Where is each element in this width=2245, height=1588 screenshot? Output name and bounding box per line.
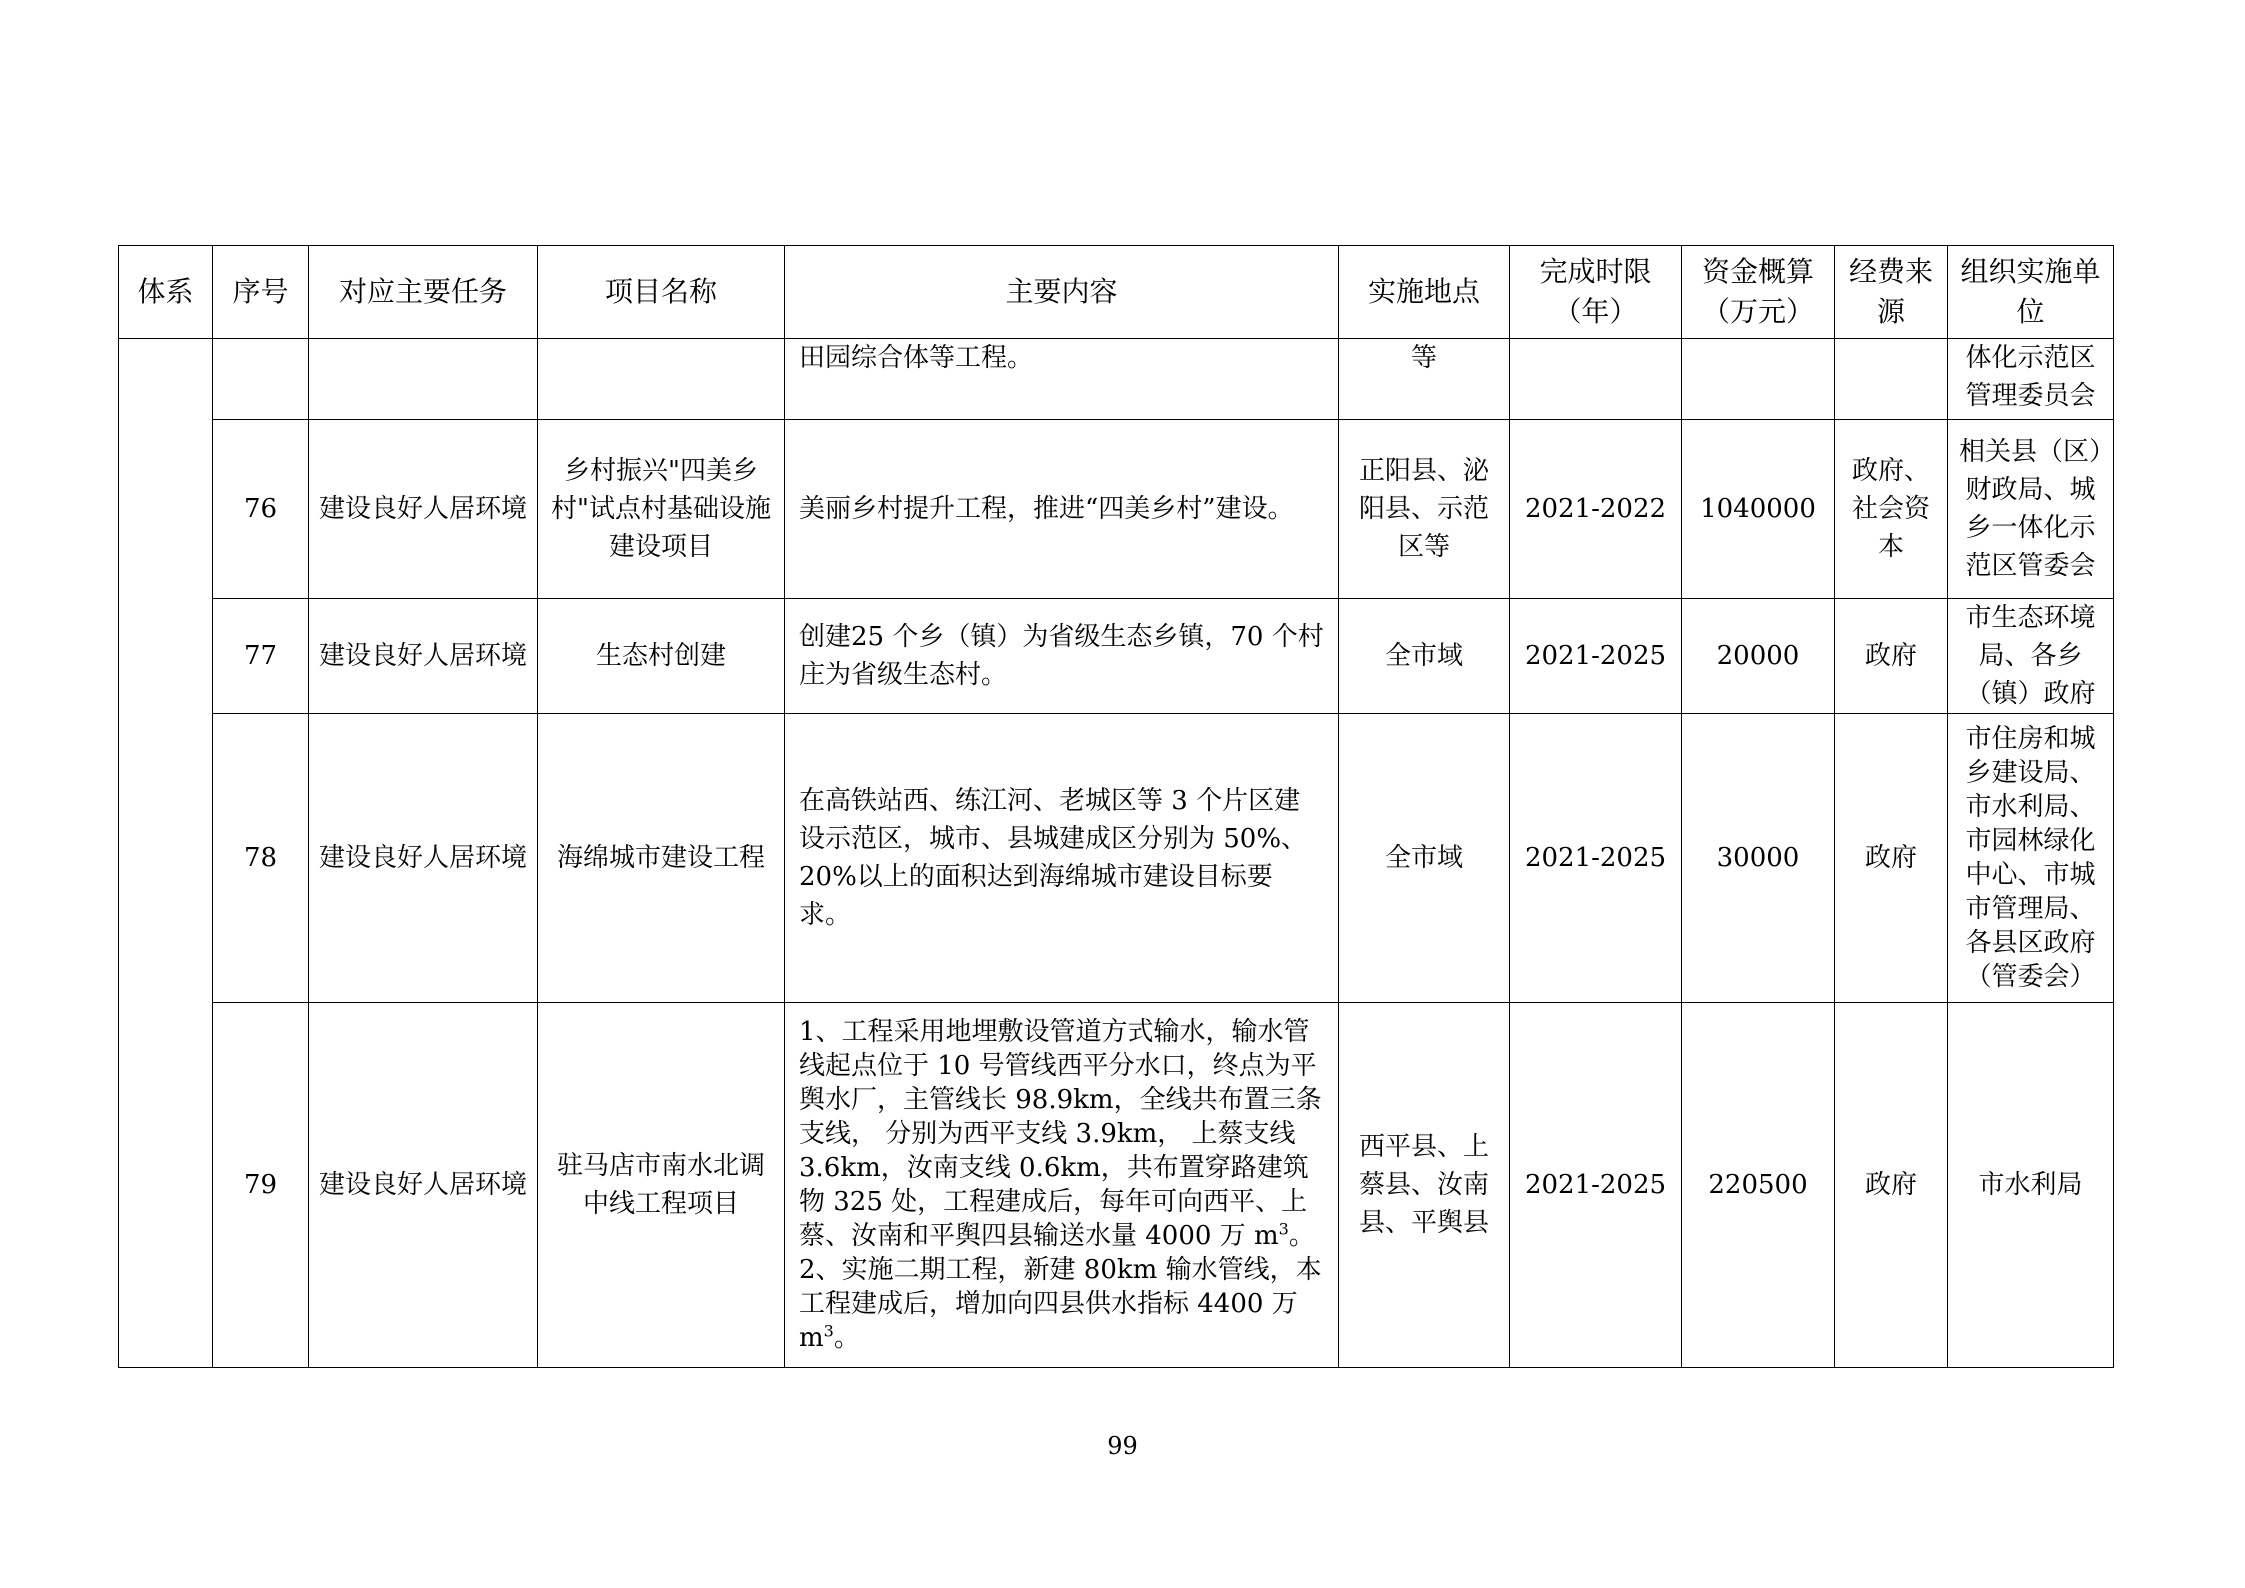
header-organizer: 组织实施单位 [1948,246,2114,339]
cell-number: 78 [213,714,309,1003]
cell-budget: 1040000 [1682,420,1835,599]
superscript-exponent: 3 [1278,1219,1289,1239]
cell-period [1510,339,1682,420]
header-project-name: 项目名称 [538,246,785,339]
cell-number [213,339,309,420]
cell-location: 等 [1339,339,1510,420]
cell-number: 77 [213,599,309,714]
cell-content: 田园综合体等工程。 [785,339,1339,420]
system-cell [119,339,213,1368]
cell-project-name [538,339,785,420]
cell-budget: 30000 [1682,714,1835,1003]
header-task: 对应主要任务 [309,246,538,339]
cell-period: 2021-2025 [1510,714,1682,1003]
cell-task: 建设良好人居环境 [309,599,538,714]
cell-source: 政府、社会资本 [1835,420,1948,599]
header-budget: 资金概算（万元） [1682,246,1835,339]
cell-project-name: 海绵城市建设工程 [538,714,785,1003]
header-number: 序号 [213,246,309,339]
content-text: 。 [833,1323,860,1353]
table-row-continued [119,339,2114,420]
cell-content: 创建25 个乡（镇）为省级生态乡镇，70 个村庄为省级生态村。 [785,599,1339,714]
content-text: 2、实施二期工程，新建 80km 输水管线，本工程建成后，增加向四县供水指标 4400 万 m [799,1255,1322,1353]
cell-number: 79 [213,1003,309,1368]
cell-task [309,339,538,420]
cell-period: 2021-2025 [1510,599,1682,714]
content-paragraph-1 [799,1015,1324,1253]
header-source: 经费来源 [1835,246,1948,339]
cell-source [1835,339,1948,420]
cell-organizer: 相关县（区）财政局、城乡一体化示范区管委会 [1948,420,2114,599]
cell-task: 建设良好人居环境 [309,714,538,1003]
header-system: 体系 [119,246,213,339]
table-row [119,420,2114,599]
cell-budget [1682,339,1835,420]
cell-location: 全市域 [1339,599,1510,714]
cell-task: 建设良好人居环境 [309,1003,538,1368]
cell-content: 美丽乡村提升工程，推进“四美乡村”建设。 [785,420,1339,599]
cell-location: 全市域 [1339,714,1510,1003]
cell-source: 政府 [1835,599,1948,714]
table-header-row [119,246,2114,339]
cell-location: 正阳县、泌阳县、示范区等 [1339,420,1510,599]
page-number: 99 [1107,1432,1138,1460]
cell-source: 政府 [1835,714,1948,1003]
cell-period: 2021-2022 [1510,420,1682,599]
cell-content [785,1003,1339,1368]
content-text: 。 [1288,1221,1315,1251]
table-row [119,1003,2114,1368]
cell-source: 政府 [1835,1003,1948,1368]
cell-organizer: 市住房和城乡建设局、市水利局、市园林绿化中心、市城市管理局、各县区政府（管委会） [1948,714,2114,1003]
cell-organizer: 市生态环境局、各乡（镇）政府 [1948,599,2114,714]
cell-project-name: 乡村振兴"四美乡村"试点村基础设施建设项目 [538,420,785,599]
cell-budget: 220500 [1682,1003,1835,1368]
content-paragraph-2 [799,1253,1324,1355]
cell-organizer: 体化示范区管理委员会 [1948,339,2114,420]
cell-period: 2021-2025 [1510,1003,1682,1368]
cell-project-name: 驻马店市南水北调中线工程项目 [538,1003,785,1368]
table-row [119,714,2114,1003]
cell-budget: 20000 [1682,599,1835,714]
project-table [118,245,2114,1368]
header-location: 实施地点 [1339,246,1510,339]
superscript-exponent: 3 [823,1321,834,1341]
cell-location: 西平县、上蔡县、汝南县、平舆县 [1339,1003,1510,1368]
cell-number: 76 [213,420,309,599]
table-row [119,599,2114,714]
cell-task: 建设良好人居环境 [309,420,538,599]
cell-content: 在高铁站西、练江河、老城区等 3 个片区建设示范区，城市、县城建成区分别为 50%、20%以上的面积达到海绵城市建设目标要求。 [785,714,1339,1003]
cell-organizer: 市水利局 [1948,1003,2114,1368]
content-text: 1、工程采用地埋敷设管道方式输水，输水管线起点位于 10 号管线西平分水口，终点为平舆水厂，主管线长 98.9km，全线共布置三条支线， 分别为西平支线 3.9km， 上蔡支线 3.6km，汝南支线 0.6km，共布置穿路建筑物 325 处，工程建成后，每年可向西平、上蔡、汝南和平舆四县输送水量 4000 万 m [799,1017,1322,1251]
cell-project-name: 生态村创建 [538,599,785,714]
header-content: 主要内容 [785,246,1339,339]
header-period: 完成时限（年） [1510,246,1682,339]
